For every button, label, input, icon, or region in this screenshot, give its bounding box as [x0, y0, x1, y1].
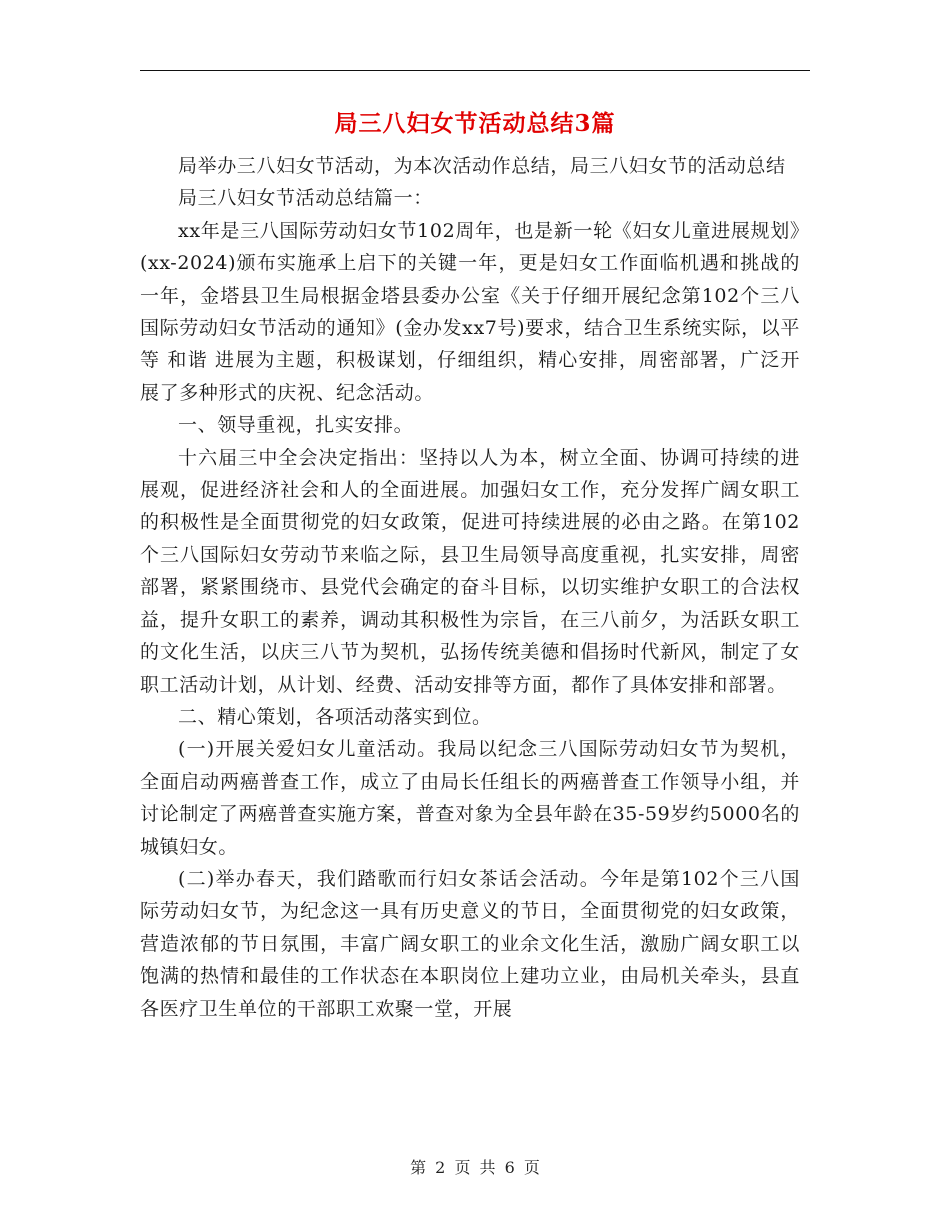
document-body	[140, 150, 800, 1025]
section-heading: 二、精心策划，各项活动落实到位。	[178, 705, 492, 728]
section-heading: 一、领导重视，扎实安排。	[178, 414, 414, 437]
page-number: 第 2 页 共 6 页	[410, 1158, 540, 1177]
paragraph: 局三八妇女节活动总结篇一：	[178, 187, 433, 210]
header-rule	[140, 70, 810, 71]
paragraph: (一)开展关爱妇女儿童活动。我局以纪念三八国际劳动妇女节为契机，全面启动两癌普查工作，成立了由局长任组长的两癌普查工作领导小组，并讨论制定了两癌普查实施方案，普查对象为全县年龄在35-59岁约5000名的城镇妇女。	[140, 738, 800, 858]
paragraph: 十六届三中全会决定指出：坚持以人为本，树立全面、协调可持续的进展观，促进经济社会和人的全面进展。加强妇女工作，充分发挥广阔女职工的积极性是全面贯彻党的妇女政策，促进可持续进展的必由之路。在第102个三八国际妇女劳动节来临之际，县卫生局领导高度重视，扎实安排，周密部署，紧紧围绕市、县党代会确定的奋斗目标，以切实维护女职工的合法权益，提升女职工的素养，调动其积极性为宗旨，在三八前夕，为活跃女职工的文化生活，以庆三八节为契机，弘扬传统美德和倡扬时代新风，制定了女职工活动计划，从计划、经费、活动安排等方面，都作了具体安排和部署。	[140, 446, 800, 696]
paragraph: 局举办三八妇女节活动，为本次活动作总结，局三八妇女节的活动总结	[178, 155, 786, 177]
paragraph: (二)举办春天，我们踏歌而行妇女茶话会活动。今年是第102个三八国际劳动妇女节，为纪念这一具有历史意义的节日，全面贯彻党的妇女政策，营造浓郁的节日氛围，丰富广阔女职工的业余文化生活，激励广阔女职工以饱满的热情和最佳的工作状态在本职岗位上建功立业，由局机关牵头，县直各医疗卫生单位的干部职工欢聚一堂，开展	[140, 867, 800, 1020]
paragraph: xx年是三八国际劳动妇女节102周年，也是新一轮《妇女儿童进展规划》(xx-2024)颁布实施承上启下的关键一年，更是妇女工作面临机遇和挑战的一年，金塔县卫生局根据金塔县委办公室《关于仔细开展纪念第102个三八国际劳动妇女节活动的通知》(金办发xx7号)要求，结合卫生系统实际，以平等 和谐 进展为主题，积极谋划，仔细组织，精心安排，周密部署，广泛开展了多种形式的庆祝、纪念活动。	[140, 219, 800, 404]
document-title: 局三八妇女节活动总结3篇	[334, 110, 616, 137]
